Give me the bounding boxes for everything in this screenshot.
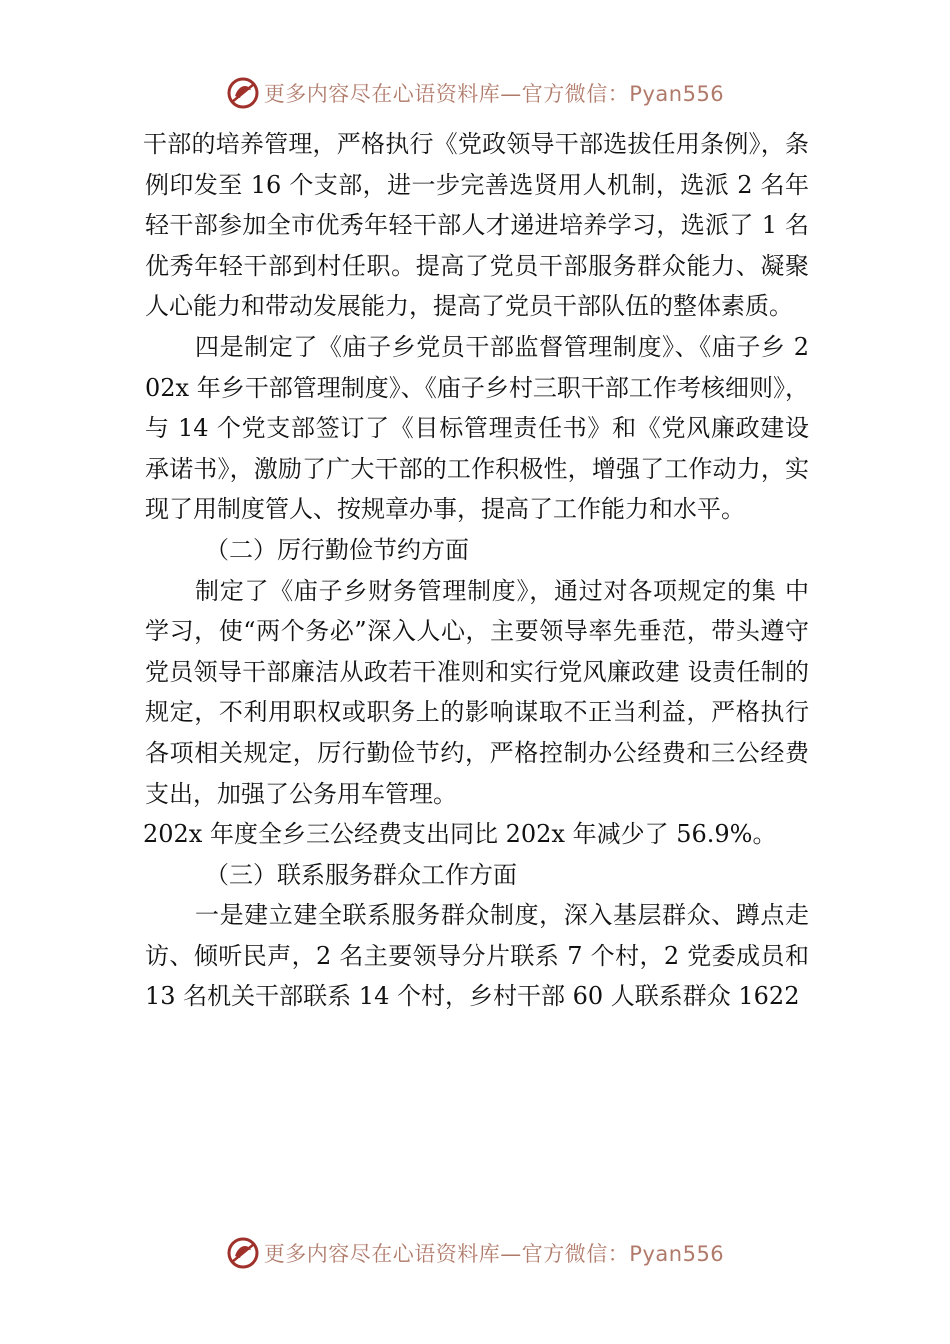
- header-watermark: [0, 73, 950, 113]
- footer-watermark: [0, 1233, 950, 1273]
- logo-icon: [226, 76, 260, 110]
- paragraph-2: 四是制定了《庙子乡党员干部监督管理制度》、《庙子乡 202x 年乡干部管理制度》、《庙子乡村三职干部工作考核细则》，与 14 个党支部签订了《目标管理责任书》和《党风廉政建设承诺书》，激励了广大干部的工作积极性，增强了工作动力，实现了用制度管人、按规章办事，提高了工作能力和水平。: [145, 332, 809, 524]
- logo-icon: [226, 1236, 260, 1270]
- watermark-text: 更多内容尽在心语资料库—官方微信：Pyan556: [263, 1242, 725, 1266]
- section-heading-3: （三）联系服务群众工作方面: [205, 860, 517, 889]
- paragraph-5: 一是建立建全联系服务群众制度，深入基层群众、蹲点走访、倾听民声，2 名主要领导分片联系 7 个村，2 党委成员和 13 名机关干部联系 14 个村，乡村干部 60 人联系群众 1622: [145, 901, 809, 1011]
- watermark-text: 更多内容尽在心语资料库—官方微信：Pyan556: [263, 82, 725, 106]
- paragraph-3: 制定了《庙子乡财务管理制度》，通过对各项规定的集 中学习，使“两个务必”深入人心，主要领导率先垂范，带头遵守党员领导干部廉洁从政若干准则和实行党风廉政建 设责任制的规定，不利用职权或职务上的影响谋取不正当利益，严格执行各项相关规定，厉行勤俭节约，严格控制办公经费和三公经费支出，加强了公务用车管理。: [145, 576, 809, 808]
- paragraph-4: 202x 年度全乡三公经费支出同比 202x 年减少了 56.9%。: [143, 820, 777, 849]
- document-body: [145, 124, 809, 1017]
- paragraph-1: 干部的培养管理，严格执行《党政领导干部选拔任用条例》，条例印发至 16 个支部，进一步完善选贤用人机制，选派 2 名年轻干部参加全市优秀年轻干部人才递进培养学习，选派了 1 名优秀年轻干部到村任职。提高了党员干部服务群众能力、凝聚人心能力和带动发展能力，提高了党员干部队伍的整体素质。: [143, 130, 809, 321]
- section-heading-2: （二）厉行勤俭节约方面: [205, 535, 469, 564]
